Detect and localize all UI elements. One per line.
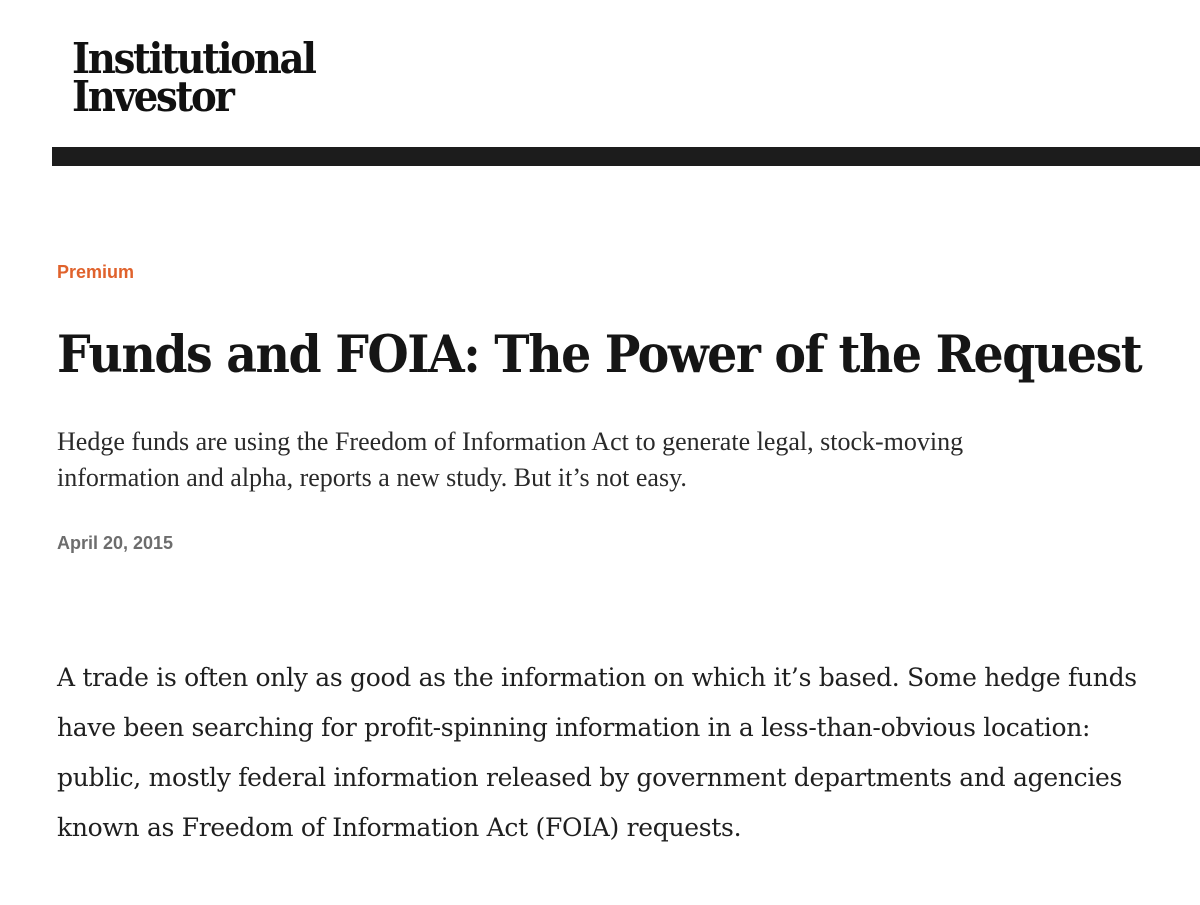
- article-body-paragraph: A trade is often only as good as the information on which it’s based. Some hedge funds have been searching for profit-spinning information in a less-than-obvious location: public, mostly federal information released by government departments and agencies known as Freedom of Information Act (FOIA) requests.: [57, 663, 1137, 842]
- article-headline: Funds and FOIA: The Power of the Request: [57, 325, 1142, 385]
- site-logo[interactable]: [72, 34, 392, 130]
- logo-line-1: Institutional: [72, 34, 315, 83]
- logo-line-2: Investor: [72, 72, 233, 121]
- masthead-divider: [52, 147, 1200, 166]
- article-dek: Hedge funds are using the Freedom of Information Act to generate legal, stock-moving information and alpha, reports a new study. But it’s not easy.: [57, 427, 964, 492]
- article-date: April 20, 2015: [57, 533, 174, 553]
- premium-label[interactable]: Premium: [57, 262, 135, 282]
